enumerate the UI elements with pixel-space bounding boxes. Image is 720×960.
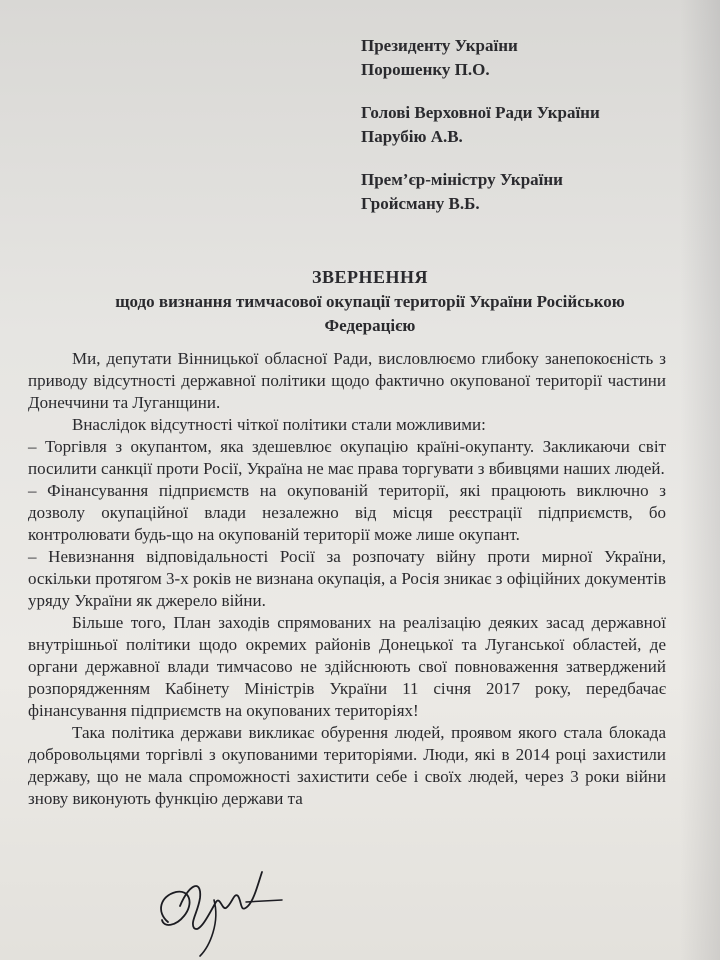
document-heading (40, 264, 700, 338)
document-subtitle: щодо визнання тимчасової окупації території України Російською Федерацією (115, 292, 625, 335)
handwritten-signature (150, 862, 290, 958)
paragraph-financing: – Фінансування підприємств на окупованій території, які працюють виключно з дозволу окупаційної влади незалежно від місця реєстрації підприємств, бо контролювати будь-що на окупованій території може лише окупант. (28, 481, 666, 544)
addressee-name: Гройсману В.Б. (361, 194, 480, 213)
paragraph-policy: Така політика держави викликає обурення людей, проявом якого стала блокада добровольцями торгівлі з окупованими територіями. Люди, які в 2014 році захистили державу, що не мала спроможності захистити себе і своїх людей, через 3 роки війни знову виконують функцію держави та (28, 723, 666, 808)
addressee-prime-minister (361, 168, 691, 216)
paragraph-plan: Більше того, План заходів спрямованих на реалізацію деяких засад державної внутрішньої політики щодо окремих районів Донецької та Луганської областей, де органи державної влади тимчасово не здійснюють свої повноваження затверджений розпорядженням Кабінету Міністрів України 11 січня 2017 року, передбачає фінансування підприємств на окупованих територіях! (28, 613, 666, 720)
addressee-title: Голові Верховної Ради України (361, 103, 600, 122)
addressee-president (361, 34, 691, 82)
addressee-block (361, 34, 691, 235)
paragraph-responsibility: – Невизнання відповідальності Росії за розпочату війну проти мирної України, оскільки протягом 3-х років не визнана окупація, а Росія зникає з офіційних документів уряду України як джерело війни. (28, 547, 666, 610)
paragraph-intro: Ми, депутати Вінницької обласної Ради, висловлюємо глибоку занепокоєність з приводу відсутності державної політики щодо фактично окупованої території частини Донеччини та Луганщини. (28, 349, 666, 412)
paragraph-trade: – Торгівля з окупантом, яка здешевлює окупацію країні-окупанту. Закликаючи світ посилити санкції проти Росії, Україна не має права торгувати з вбивцями наших людей. (28, 437, 666, 478)
document-title: ЗВЕРНЕННЯ (311, 267, 428, 287)
paragraph-consequences-lead: Внаслідок відсутності чіткої політики стали можливими: (72, 415, 486, 434)
addressee-title: Президенту України (361, 36, 518, 55)
document-body (28, 348, 666, 810)
addressee-name: Порошенку П.О. (361, 60, 490, 79)
addressee-speaker (361, 101, 691, 149)
addressee-title: Прем’єр-міністру України (361, 170, 563, 189)
addressee-name: Парубію А.В. (361, 127, 463, 146)
